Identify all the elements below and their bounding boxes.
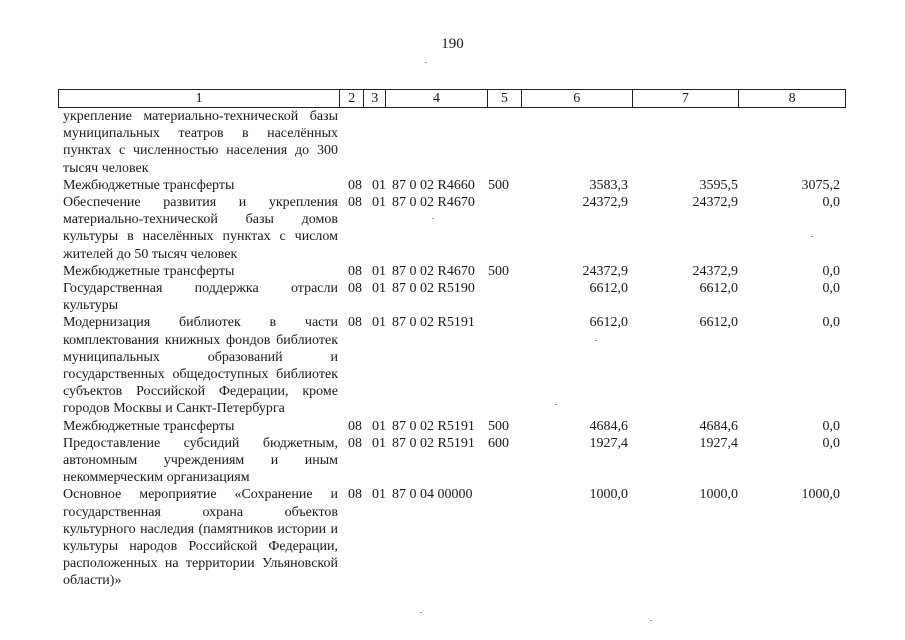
row-expense-type: 600 [488,435,509,451]
table-row [0,314,905,417]
row-target-code: 87 0 02 R4670 [392,263,475,279]
row-value-6: 24372,9 [582,263,628,279]
row-value-7: 4684,6 [699,418,738,434]
row-value-8: 0,0 [822,435,840,451]
row-expense-type: 500 [488,263,509,279]
table-row [0,263,905,280]
row-value-6: 1000,0 [589,487,628,503]
table-row [0,194,905,263]
row-target-code: 87 0 02 R5191 [392,418,475,434]
row-expense-type [488,486,528,589]
row-section: 08 [348,177,362,193]
row-value-7: 24372,9 [692,195,738,211]
row-expense-type [488,108,528,177]
scan-speck [555,404,557,405]
row-name: Межбюджетные трансферты [63,418,235,434]
table-row [0,435,905,487]
row-value-8: 0,0 [822,195,840,211]
row-target-code: 87 0 02 R5191 [392,435,475,451]
row-subsection: 01 [372,195,386,211]
row-value-8: 1000,0 [801,487,840,503]
row-target-code: 87 0 02 R5190 [392,281,475,297]
row-value-6: 1927,4 [589,435,628,451]
table-row [0,108,905,177]
scan-speck [425,62,427,63]
row-expense-type: 500 [488,418,509,434]
row-subsection: 01 [372,177,386,193]
row-expense-type [488,314,528,417]
row-section: 08 [348,487,362,503]
row-name: Межбюджетные трансферты [63,177,235,193]
row-expense-type [488,280,528,314]
header-col-6: 6 [522,90,633,107]
row-section: 08 [348,315,362,331]
row-subsection: 01 [372,315,386,331]
row-value-6: 3583,3 [589,177,628,193]
page-number: 190 [441,36,464,52]
scan-speck [595,340,597,341]
row-value-8: 0,0 [822,281,840,297]
header-col-7: 7 [633,90,740,107]
row-value-7: 6612,0 [699,281,738,297]
row-subsection: 01 [372,487,386,503]
row-value-6: 4684,6 [589,418,628,434]
table-row [0,177,905,194]
row-value-7: 24372,9 [692,263,738,279]
row-value-8: 0,0 [822,263,840,279]
row-subsection [372,108,392,177]
table-row [0,418,905,435]
header-col-5: 5 [488,90,522,107]
row-section [348,108,372,177]
row-expense-type: 500 [488,177,509,193]
row-name: укрепление материально-технической базы муниципальных театров в населённых пунктах с численностью населения до 300 тысяч человек [63,109,338,176]
row-value-8: 0,0 [822,315,840,331]
row-target-code [392,108,488,177]
header-col-8: 8 [788,91,796,106]
row-name: Предоставление субсидий бюджетным, автономным учреждениям и иным некоммерческим организациям [63,435,338,486]
row-value-7: 6612,0 [699,315,738,331]
row-target-code: 87 0 02 R4660 [392,177,475,193]
row-name: Основное мероприятие «Сохранение и государственная охрана объектов культурного наследия (памятников истории и культуры народов Российской Федерации, расположенных на территории Ульяновской области)» [63,487,338,589]
row-section: 08 [348,195,362,211]
scan-speck [420,612,422,613]
row-section: 08 [348,281,362,297]
row-value-7: 1927,4 [699,435,738,451]
header-col-1: 1 [59,90,340,107]
scan-speck [811,236,813,237]
header-col-4: 4 [386,90,488,107]
row-value-8: 0,0 [822,418,840,434]
row-name: Государственная поддержка отрасли культуры [63,281,338,314]
row-section: 08 [348,435,362,451]
table-row [0,486,905,589]
table-header [58,89,846,108]
row-target-code: 87 0 02 R4670 [392,195,475,211]
table-row [0,280,905,314]
row-value-7: 1000,0 [699,487,738,503]
header-col-3: 3 [364,90,386,107]
row-value-7 [628,108,738,177]
row-value-6: 24372,9 [582,195,628,211]
table-body [0,108,905,590]
row-name: Модернизация библиотек в части комплектования книжных фондов библиотек муниципальных образований и государственных общедоступных библиотек субъектов Российской Федерации, кроме городов Москвы и Санкт-Петербурга [63,315,338,417]
row-target-code: 87 0 02 R5191 [392,315,475,331]
row-name: Межбюджетные трансферты [63,263,235,279]
scan-speck [432,218,434,219]
row-value-8 [738,108,840,177]
row-name: Обеспечение развития и укрепления материально-технической базы домов культуры в населённых пунктах с числом жителей до 50 тысяч человек [63,195,338,262]
row-expense-type [488,194,528,263]
row-subsection: 01 [372,263,386,279]
row-value-6: 6612,0 [589,281,628,297]
row-target-code: 87 0 04 00000 [392,487,473,503]
row-value-7: 3595,5 [699,177,738,193]
header-col-2: 2 [340,90,364,107]
row-section: 08 [348,263,362,279]
row-value-6 [528,108,628,177]
row-subsection: 01 [372,418,386,434]
row-subsection: 01 [372,435,386,451]
scan-speck [650,620,652,621]
row-section: 08 [348,418,362,434]
row-value-6: 6612,0 [589,315,628,331]
row-subsection: 01 [372,281,386,297]
row-value-8: 3075,2 [801,177,840,193]
